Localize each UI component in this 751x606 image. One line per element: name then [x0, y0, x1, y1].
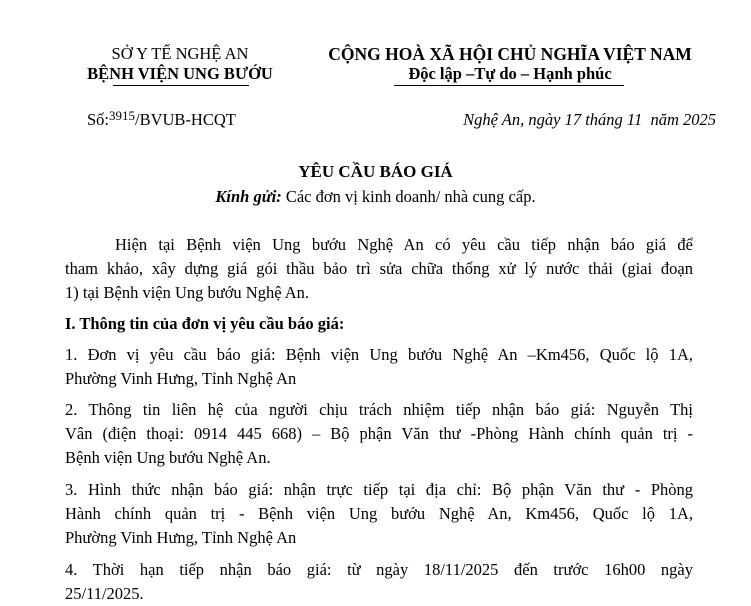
- item-line: 25/11/2025.: [65, 584, 144, 603]
- doc-number-prefix: Số:: [87, 110, 110, 129]
- recipient-text: Các đơn vị kinh doanh/ nhà cung cấp.: [281, 187, 536, 206]
- info-item-1: [65, 343, 693, 391]
- motto: Độc lập –Tự do – Hạnh phúc: [408, 64, 612, 83]
- motto-underline: [394, 85, 624, 86]
- info-item-2: [65, 398, 693, 470]
- org-underline: [113, 85, 249, 86]
- section-heading: I. Thông tin của đơn vị yêu cầu báo giá:: [65, 314, 345, 333]
- item-line: 1. Đơn vị yêu cầu báo giá: Bệnh viện Ung bướu Nghệ An –Km456, Quốc lộ 1A,: [65, 345, 693, 364]
- org-parent: SỞ Y TẾ NGHỆ AN: [111, 44, 249, 63]
- item-line: 2. Thông tin liên hệ của người chịu trách nhiệm tiếp nhận báo giá: Nguyễn Thị: [65, 400, 693, 419]
- intro-line: 1) tại Bệnh viện Ung bướu Nghệ An.: [65, 283, 310, 302]
- doc-number-suffix: /BVUB-HCQT: [135, 110, 236, 129]
- place-date: Nghệ An, ngày 17 tháng 11 năm 2025: [463, 110, 716, 129]
- nation-title: CỘNG HOÀ XÃ HỘI CHỦ NGHĨA VIỆT NAM: [328, 44, 692, 64]
- item-line: Phường Vinh Hưng, Tỉnh Nghệ An: [65, 369, 297, 388]
- doc-number: [87, 110, 236, 130]
- org-name: BỆNH VIỆN UNG BƯỚU: [87, 64, 273, 83]
- recipient-label: Kính gửi:: [215, 187, 282, 206]
- item-line: Hành chính quản trị - Bệnh viện Ung bướu Nghệ An, Km456, Quốc lộ 1A,: [65, 504, 693, 523]
- intro-paragraph: [65, 233, 693, 305]
- info-item-3: [65, 478, 693, 550]
- item-line: Vân (điện thoại: 0914 445 668) – Bộ phận Văn thư -Phòng Hành chính quản trị -: [65, 424, 693, 443]
- item-line: Phường Vinh Hưng, Tỉnh Nghệ An: [65, 528, 297, 547]
- doc-title: YÊU CẦU BÁO GIÁ: [298, 162, 453, 181]
- info-item-4: [65, 558, 693, 606]
- recipient: [0, 187, 751, 207]
- item-line: Bệnh viện Ung bướu Nghệ An.: [65, 448, 271, 467]
- item-line: 3. Hình thức nhận báo giá: nhận trực tiếp tại địa chỉ: Bộ phận Văn thư - Phòng: [65, 480, 693, 499]
- intro-line: tham khảo, xây dựng giá gói thầu bảo trì sửa chữa thống xử lý nước thải (giai đoạn: [65, 259, 693, 278]
- intro-line: Hiện tại Bệnh viện Ung bướu Nghệ An có yêu cầu tiếp nhận báo giá để: [115, 235, 693, 254]
- item-line: 4. Thời hạn tiếp nhận báo giá: từ ngày 18/11/2025 đến trước 16h00 ngày: [65, 560, 693, 579]
- doc-number-value: 3915: [109, 108, 136, 123]
